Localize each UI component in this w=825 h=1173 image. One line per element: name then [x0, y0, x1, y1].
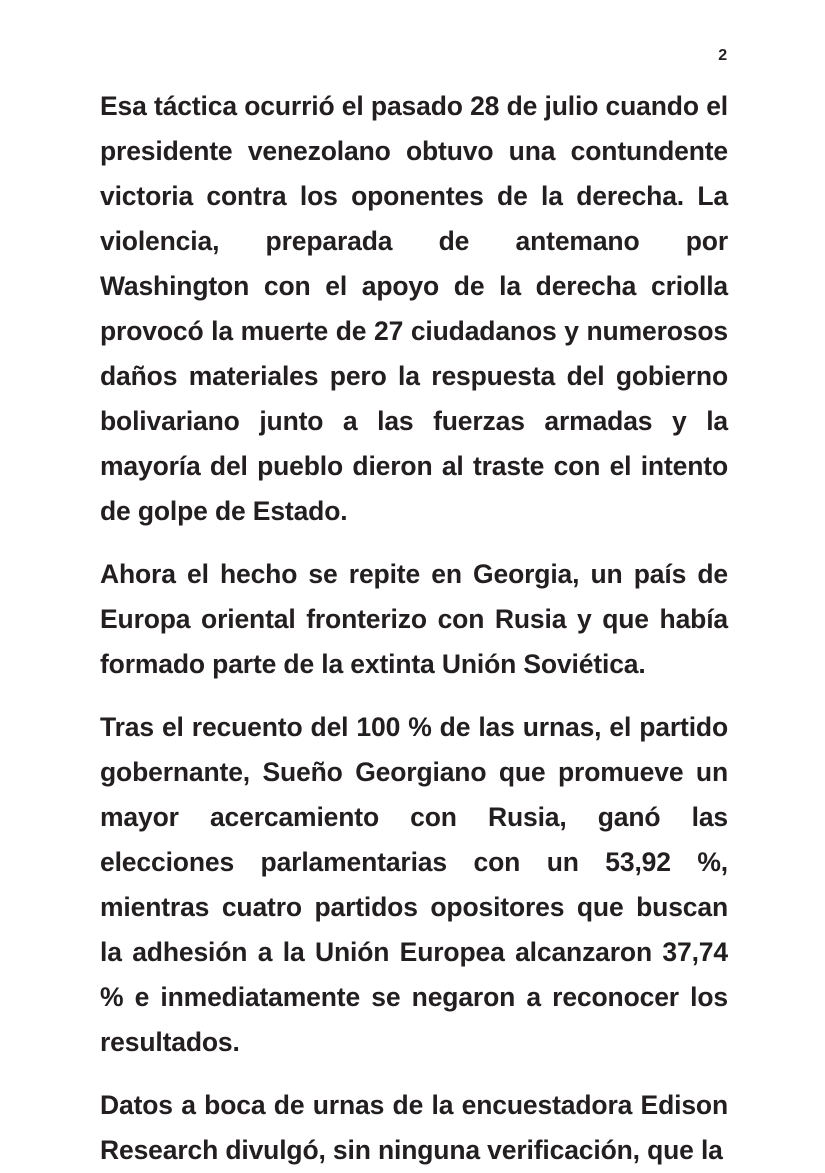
document-body [100, 84, 728, 1173]
paragraph: Datos a boca de urnas de la encuestadora Edison Research divulgó, sin ninguna verificación, que la [100, 1090, 728, 1165]
paragraph: Esa táctica ocurrió el pasado 28 de julio cuando el presidente venezolano obtuvo una contundente victoria contra los oponentes de la derecha. La violencia, preparada de antemano por Washington con el apoyo de la derecha criolla provocó la muerte de 27 ciudadanos y numerosos daños materiales pero la respuesta del gobierno bolivariano junto a las fuerzas armadas y la mayoría del pueblo dieron al traste con el intento de golpe de Estado. [100, 91, 728, 526]
page-number: 2 [718, 47, 727, 64]
paragraph: Ahora el hecho se repite en Georgia, un país de Europa oriental fronterizo con Rusia y que había formado parte de la extinta Unión Soviética. [100, 559, 728, 679]
paragraph: Tras el recuento del 100 % de las urnas, el partido gobernante, Sueño Georgiano que promueve un mayor acercamiento con Rusia, ganó las elecciones parlamentarias con un 53,92 %, mientras cuatro partidos opositores que buscan la adhesión a la Unión Europea alcanzaron 37,74 % e inmediatamente se negaron a reconocer los resultados. [100, 712, 728, 1057]
